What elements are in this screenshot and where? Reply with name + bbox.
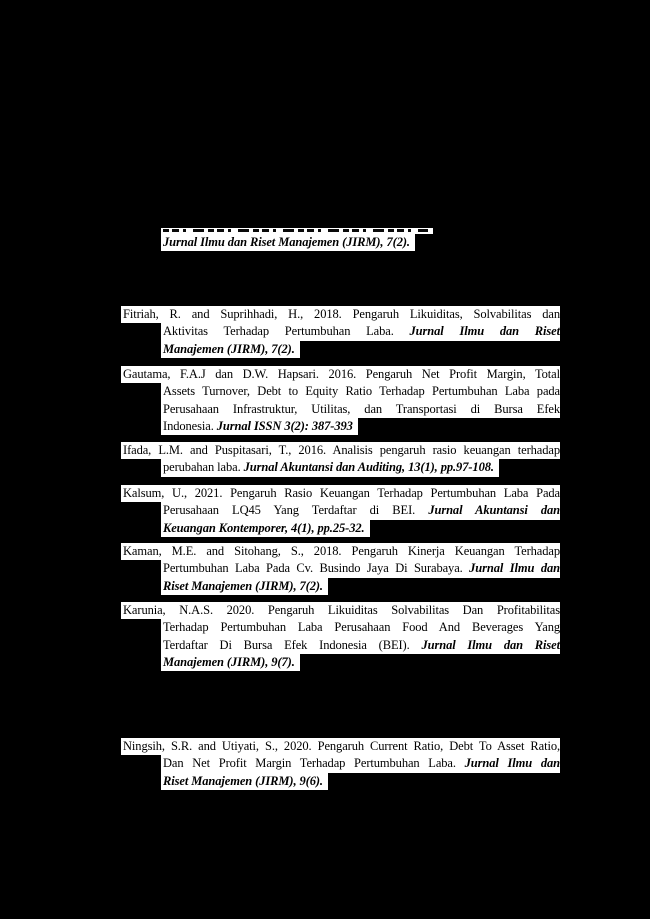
- highlighted-text: [161, 654, 300, 671]
- highlighted-text: [161, 459, 499, 476]
- reference-line: [121, 543, 560, 560]
- text-run: Kalsum, U., 2021. Pengaruh Rasio Keuangan Terhadap Pertumbuhan Laba Pada: [123, 486, 560, 500]
- reference-line: [121, 738, 560, 755]
- journal-title-run: Jurnal Ilmu dan: [464, 756, 560, 771]
- journal-title-run: Jurnal Ilmu dan: [469, 561, 560, 576]
- reference-line: [161, 341, 560, 358]
- reference-line: [161, 560, 560, 577]
- highlighted-text: [161, 520, 370, 537]
- highlighted-text: [161, 773, 328, 790]
- reference-line: [161, 418, 560, 435]
- reference-entry: [121, 738, 560, 790]
- text-run: Perusahaan LQ45 Yang Terdaftar di BEI.: [163, 503, 429, 518]
- reference-line: [121, 442, 560, 459]
- reference-entry: [121, 485, 560, 537]
- text-run: Terhadap Pertumbuhan Laba Perusahaan Food And Beverages Yang: [163, 620, 560, 635]
- journal-title-run: Jurnal Ilmu dan Riset: [421, 637, 560, 652]
- text-run: Karunia, N.A.S. 2020. Pengaruh Likuiditas Solvabilitas Dan Profitabilitas: [123, 603, 560, 617]
- reference-entry: [121, 602, 560, 671]
- highlighted-text: [161, 234, 415, 251]
- journal-title-run: Jurnal Ilmu dan Riset Manajemen (JIRM), 7(2).: [163, 235, 410, 249]
- text-run: perubahan laba.: [163, 460, 244, 475]
- text-run: Gautama, F.A.J dan D.W. Hapsari. 2016. Pengaruh Net Profit Margin, Total: [123, 367, 560, 381]
- reference-line: [161, 654, 560, 671]
- text-run: Ifada, L.M. and Puspitasari, T., 2016. Analisis pengaruh rasio keuangan terhadap: [123, 443, 560, 457]
- reference-line: [161, 773, 560, 790]
- reference-entry: [121, 306, 560, 358]
- text-run: Assets Turnover, Debt to Equity Ratio Terhadap Pertumbuhan Laba pada: [163, 384, 560, 399]
- journal-title-run: Jurnal ISSN 3(2): 387-393: [216, 418, 353, 433]
- reference-line: [161, 637, 560, 654]
- journal-title-run: Jurnal Akuntansi dan Auditing, 13(1), pp.97-108.: [243, 460, 494, 475]
- highlighted-text: [161, 418, 358, 435]
- reference-line: [161, 520, 560, 537]
- reference-line: [161, 383, 560, 400]
- journal-title-run: Keuangan Kontemporer, 4(1), pp.25-32.: [163, 520, 365, 535]
- reference-line: [161, 459, 560, 476]
- reference-line: [161, 619, 560, 636]
- highlighted-text: [161, 341, 300, 358]
- reference-entry: [121, 442, 560, 477]
- reference-entry: [121, 366, 560, 435]
- text-run: Dan Net Profit Margin Terhadap Pertumbuhan Laba.: [163, 756, 465, 771]
- journal-title-run: Riset Manajemen (JIRM), 7(2).: [163, 578, 323, 593]
- journal-title-run: Riset Manajemen (JIRM), 9(6).: [163, 773, 323, 788]
- text-run: Pertumbuhan Laba Pada Cv. Busindo Jaya Di Surabaya.: [163, 561, 470, 576]
- highlighted-text: [161, 578, 328, 595]
- reference-line: [121, 306, 560, 323]
- text-run: Terdaftar Di Bursa Efek Indonesia (BEI).: [163, 637, 422, 652]
- journal-title-run: Manajemen (JIRM), 9(7).: [163, 654, 295, 669]
- journal-title-run: Jurnal Ilmu dan Riset: [409, 324, 560, 339]
- reference-line: [121, 485, 560, 502]
- reference-entry: [121, 228, 560, 251]
- reference-line: [161, 502, 560, 519]
- references-list: [121, 0, 560, 919]
- clipped-text-line-remnant: [161, 228, 433, 234]
- text-run: Indonesia.: [163, 418, 217, 433]
- text-run: Perusahaan Infrastruktur, Utilitas, dan Transportasi di Bursa Efek: [163, 401, 560, 416]
- text-run: Kaman, M.E. and Sitohang, S., 2018. Pengaruh Kinerja Keuangan Terhadap: [123, 544, 560, 558]
- reference-line: [161, 401, 560, 418]
- reference-entry: [121, 543, 560, 595]
- reference-line: [121, 602, 560, 619]
- reference-line: [161, 234, 560, 251]
- reference-line: [161, 755, 560, 772]
- reference-line: [161, 323, 560, 340]
- journal-title-run: Jurnal Akuntansi dan: [428, 503, 560, 518]
- reference-line: [161, 578, 560, 595]
- text-run: Fitriah, R. and Suprihhadi, H., 2018. Pengaruh Likuiditas, Solvabilitas dan: [123, 307, 560, 321]
- text-run: Ningsih, S.R. and Utiyati, S., 2020. Pengaruh Current Ratio, Debt To Asset Ratio,: [123, 739, 560, 753]
- text-run: Aktivitas Terhadap Pertumbuhan Laba.: [163, 324, 410, 339]
- journal-title-run: Manajemen (JIRM), 7(2).: [163, 341, 295, 356]
- reference-line: [121, 366, 560, 383]
